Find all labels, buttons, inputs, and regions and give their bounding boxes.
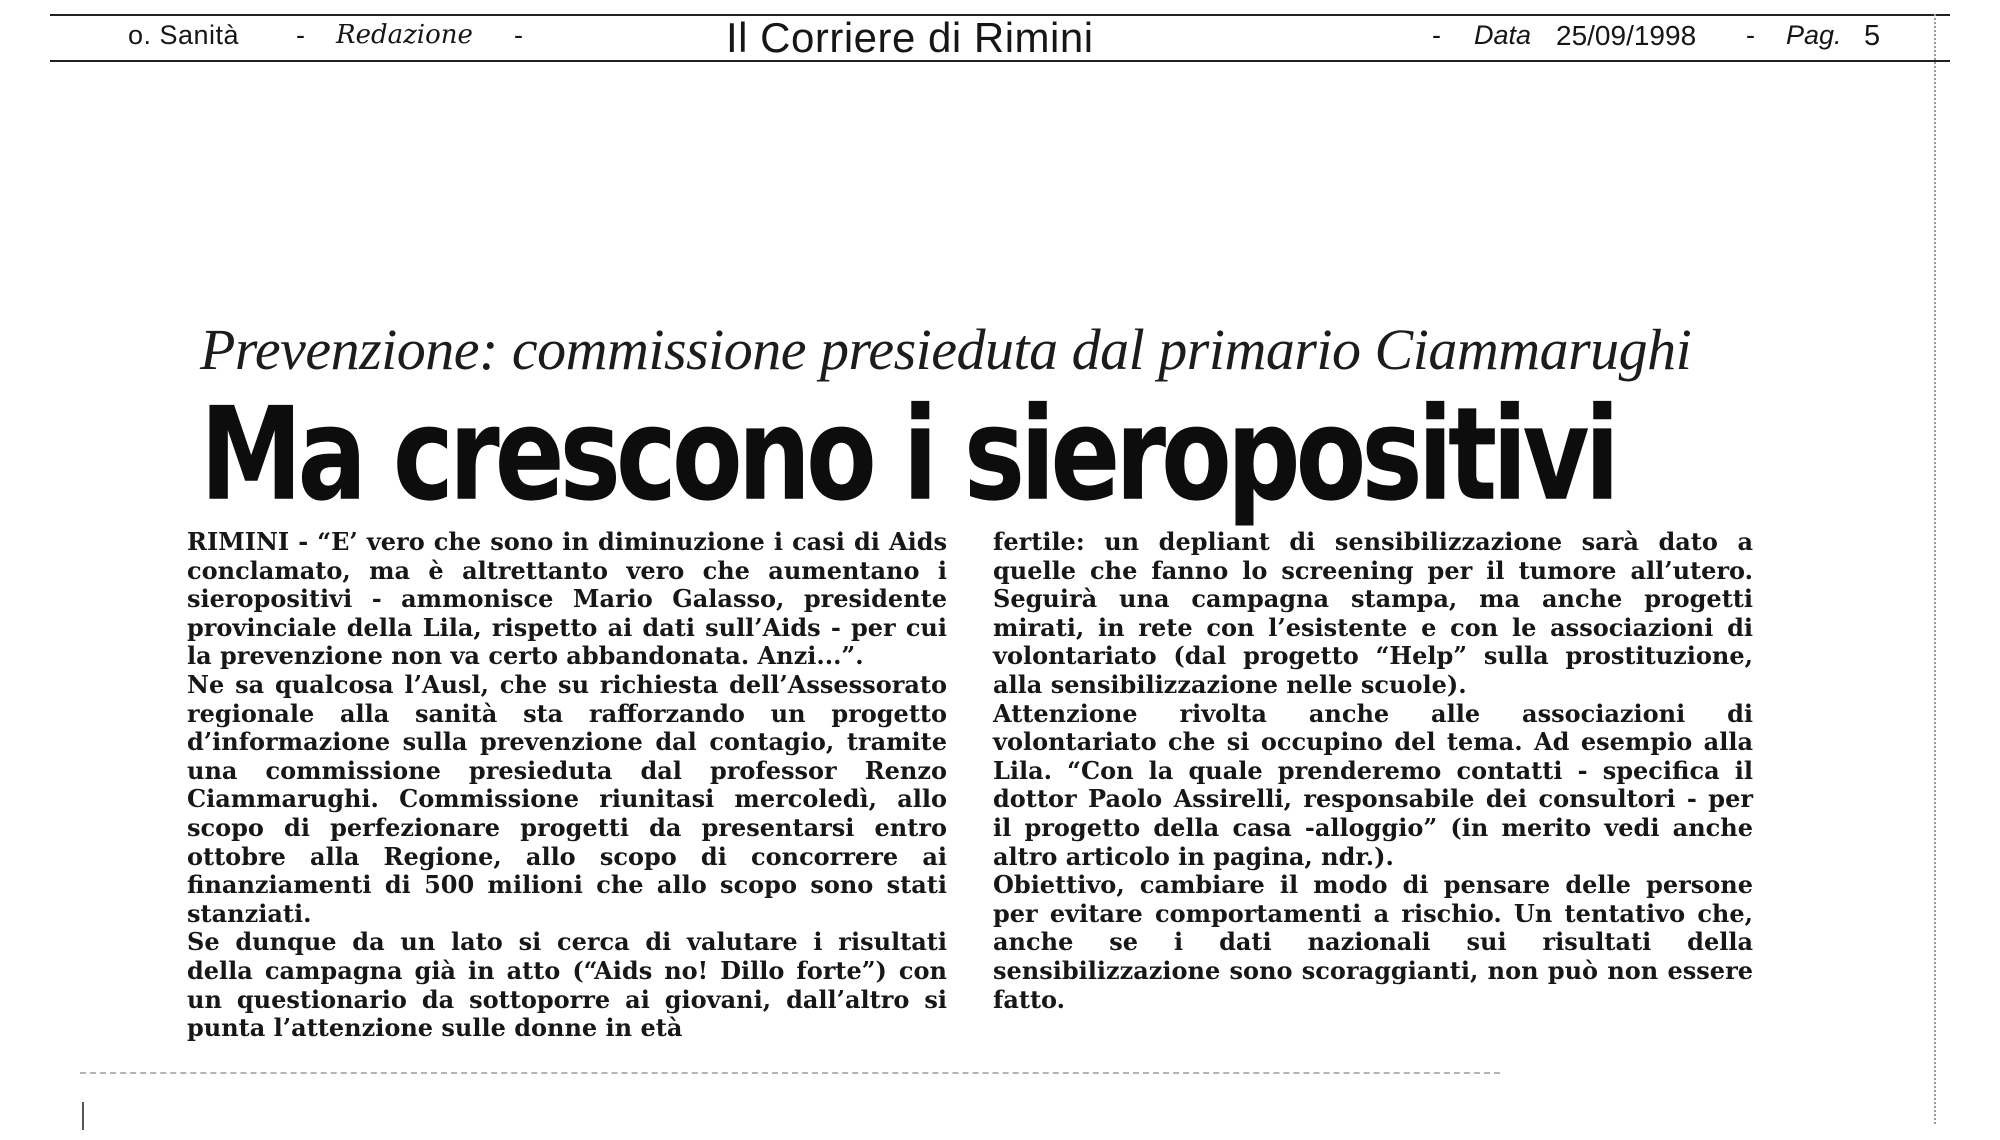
date-label: Data bbox=[1474, 20, 1532, 50]
header-redazione: Redazione bbox=[336, 20, 473, 50]
header-separator: - bbox=[1432, 20, 1441, 50]
article-paragraph: Attenzione rivolta anche alle associazioni di volontariato che si occupino del tema. Ad esempio alla Lila. “Con la quale prenderemo contatti - specifica il dottor Paolo Assirelli, responsabile dei consultori - per il progetto della casa -alloggio” (in merito vedi anche altro articolo in pagina, ndr.). bbox=[993, 698, 1753, 871]
page-label: Pag. bbox=[1786, 20, 1842, 50]
scan-margin-mark bbox=[82, 1102, 84, 1130]
article-kicker: Prevenzione: commissione presieduta dal primario Ciammarughi bbox=[200, 317, 1692, 382]
date-value: 25/09/1998 bbox=[1556, 20, 1697, 51]
article-column-right bbox=[993, 528, 1753, 1014]
page-number: 5 bbox=[1864, 20, 1881, 52]
header-separator: - bbox=[514, 20, 523, 50]
article-paragraph: fertile: un depliant di sensibilizzazione sarà dato a quelle che fanno lo screening per il tumore all’utero. Seguirà una campagna stampa, ma anche progetti mirati, in rete con l’esistente e con le associazioni di volontariato (dal progetto “Help” sulla prostituzione, alla sensibilizzazione nelle scuole). bbox=[993, 527, 1753, 699]
article-column-left bbox=[187, 528, 947, 1043]
article-paragraph: Se dunque da un lato si cerca di valutare i risultati della campagna già in atto (“Aids no! Dillo forte”) con un questionario da sottoporre ai giovani, dall’altro si punta l’attenzione sulle donne in età bbox=[187, 927, 947, 1043]
scan-dashed-rule bbox=[80, 1072, 1500, 1074]
newspaper-name: Il Corriere di Rimini bbox=[726, 14, 1094, 61]
header-separator: - bbox=[296, 20, 305, 50]
article-paragraph: RIMINI - “E’ vero che sono in diminuzione i casi di Aids conclamato, ma è altrettanto vero che aumentano i sieropositivi - ammonisce Mario Galasso, presidente provinciale della Lila, rispetto ai dati sull’Aids - per cui la prevenzione non va certo abbandonata. Anzi...”. bbox=[187, 527, 947, 671]
article-headline: Ma crescono i sieropositivi bbox=[200, 380, 1615, 530]
header-section: o. Sanità bbox=[128, 20, 240, 50]
page-right-edge bbox=[1934, 14, 1936, 1124]
article-paragraph: Ne sa qualcosa l’Ausl, che su richiesta dell’Assessorato regionale alla sanità sta rafforzando un progetto d’informazione sulla prevenzione dal contagio, tramite una commissione presieduta dal professor Renzo Ciammarughi. Commissione riunitasi mercoledì, allo scopo di perfezionare progetti da presentarsi entro ottobre alla Regione, allo scopo di concorrere ai finanziamenti di 500 milioni che allo scopo sono stati stanziati. bbox=[187, 669, 947, 928]
header-separator: - bbox=[1746, 20, 1755, 50]
article-paragraph: Obiettivo, cambiare il modo di pensare delle persone per evitare comportamenti a rischio. Un tentativo che, anche se i dati nazionali sui risultati della sensibilizzazione sono scoraggianti, non può non essere fatto. bbox=[993, 870, 1753, 1014]
